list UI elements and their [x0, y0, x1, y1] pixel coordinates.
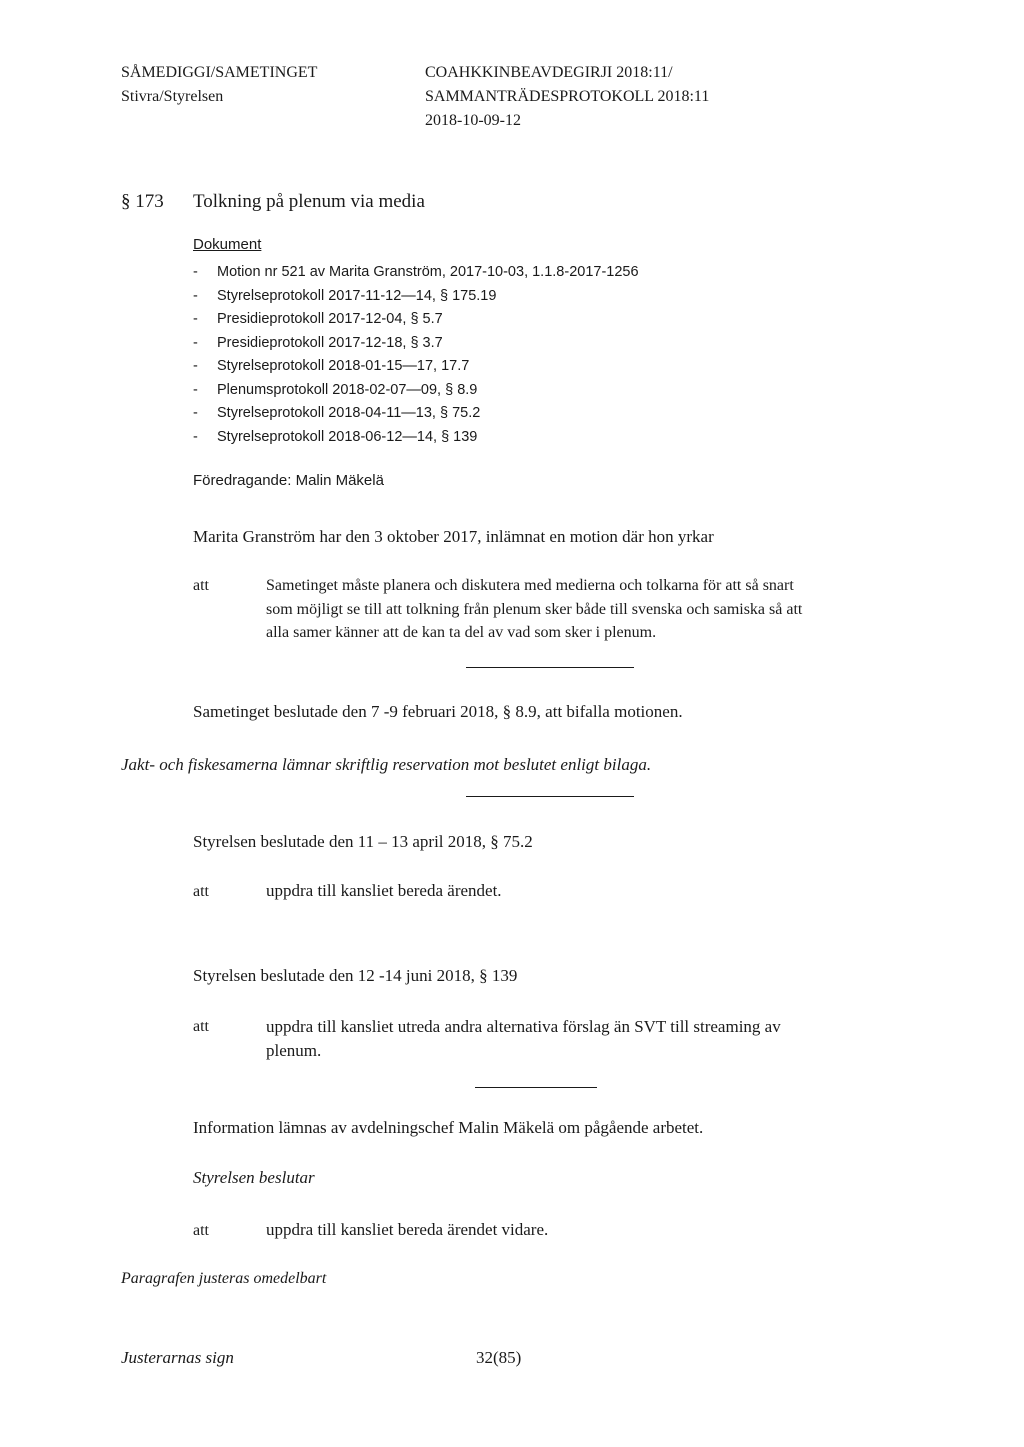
list-dash: - [193, 264, 198, 280]
list-dash: - [193, 381, 198, 398]
document-item: - Styrelseprotokoll 2017-11-12—14, § 175.19 [193, 285, 639, 309]
adjusted-note: Paragrafen justeras omedelbart [121, 1270, 327, 1287]
protocol-title-line1: COAHKKINBEAVDEGIRJI 2018:11/ [425, 64, 673, 81]
information-note: Information lämnas av avdelningschef Malin Mäkelä om pågående arbetet. [193, 1118, 704, 1137]
att-label: att [193, 1018, 209, 1035]
signature-label: Justerarnas sign [121, 1348, 234, 1367]
document-item: - Styrelseprotokoll 2018-06-12—14, § 139 [193, 426, 639, 450]
board-decision-april-text: uppdra till kansliet bereda ärendet. [266, 881, 502, 900]
motion-claim: Sametinget måste planera och diskutera med medierna och tolkarna för att så snart som möjligt se till att tolkning från plenum sker både till svenska och samiska så att alla samer känner att de kan ta del av vad som sker i plenum. [266, 577, 803, 641]
department: Stivra/Styrelsen [121, 88, 224, 105]
documents-list [193, 261, 639, 449]
meeting-date: 2018-10-09-12 [425, 112, 521, 129]
separator-rule [475, 1087, 597, 1088]
list-dash: - [193, 334, 198, 351]
section-number: § 173 [121, 191, 164, 212]
document-item: - Presidieprotokoll 2017-12-04, § 5.7 [193, 308, 639, 332]
document-item: - Styrelseprotokoll 2018-04-11—13, § 75.2 [193, 402, 639, 426]
list-dash: - [193, 405, 198, 421]
att-label: att [193, 577, 209, 594]
motion-intro: Marita Granström har den 3 oktober 2017, inlämnat en motion där hon yrkar [193, 527, 714, 546]
org-name: SÅMEDIGGI/SAMETINGET [121, 64, 318, 81]
list-dash: - [193, 287, 198, 304]
section-title: Tolkning på plenum via media [193, 191, 425, 212]
list-dash: - [193, 358, 198, 374]
page-number: 32(85) [476, 1348, 522, 1367]
document-item: - Presidieprotokoll 2017-12-18, § 3.7 [193, 332, 639, 356]
document-item: - Styrelseprotokoll 2018-01-15—17, 17.7 [193, 355, 639, 379]
list-dash: - [193, 311, 198, 327]
decision-heading: Styrelsen beslutar [193, 1168, 315, 1187]
separator-rule [466, 667, 634, 668]
plenum-decision: Sametinget beslutade den 7 -9 februari 2018, § 8.9, att bifalla motionen. [193, 702, 683, 721]
att-label: att [193, 1222, 209, 1239]
document-item: - Motion nr 521 av Marita Granström, 2017-10-03, 1.1.8-2017-1256 [193, 261, 639, 285]
board-decision-june-text: uppdra till kansliet utreda andra alternativa förslag än SVT till streaming av plenum. [266, 1017, 781, 1060]
reservation-note: Jakt- och fiskesamerna lämnar skriftlig reservation mot beslutet enligt bilaga. [121, 755, 652, 774]
board-decision-june: Styrelsen beslutade den 12 -14 juni 2018, § 139 [193, 966, 518, 985]
board-decision-april: Styrelsen beslutade den 11 – 13 april 2018, § 75.2 [193, 832, 533, 851]
documents-label: Dokument [193, 236, 262, 253]
presenter: Föredragande: Malin Mäkelä [193, 472, 384, 489]
att-label: att [193, 883, 209, 900]
list-dash: - [193, 428, 198, 445]
separator-rule [466, 796, 634, 797]
protocol-title-line2: SAMMANTRÄDESPROTOKOLL 2018:11 [425, 88, 710, 105]
decision-text: uppdra till kansliet bereda ärendet vidare. [266, 1220, 549, 1239]
document-item: - Plenumsprotokoll 2018-02-07—09, § 8.9 [193, 379, 639, 403]
